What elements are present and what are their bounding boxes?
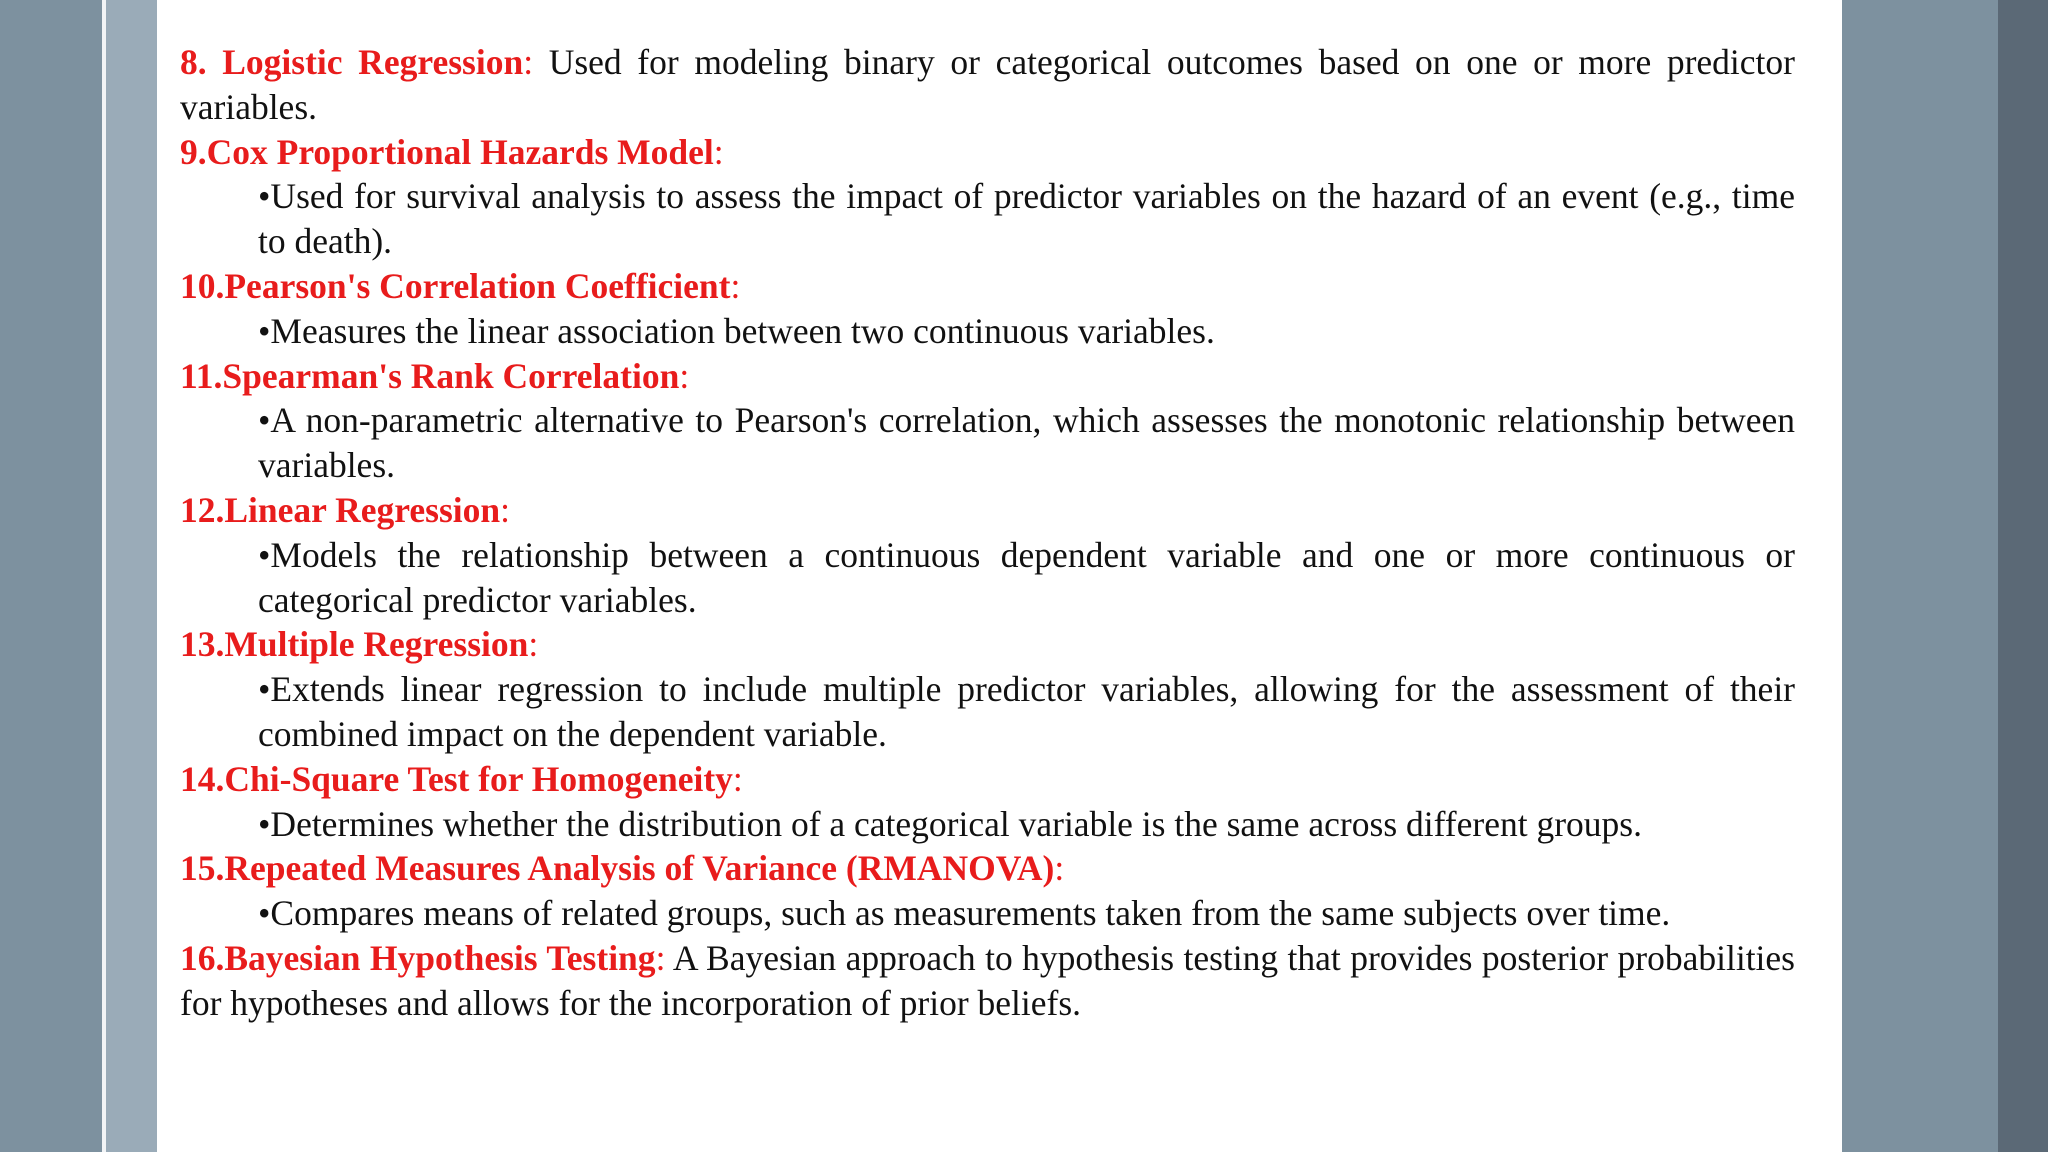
- item-8: [180, 40, 1795, 130]
- item-10-bullet: •Measures the linear association between two continuous variables.: [258, 310, 1215, 351]
- item-11-bullet: •A non-parametric alternative to Pearson's correlation, which assesses the monotonic relationship between variables.: [258, 400, 1795, 486]
- item-12-heading: 12.Linear Regression: [180, 489, 501, 530]
- item-10: [180, 264, 1795, 309]
- item-15-bullet: •Compares means of related groups, such as measurements taken from the same subjects over time.: [258, 893, 1671, 934]
- item-12-colon: :: [500, 489, 511, 530]
- item-13-heading: 13.Multiple Regression: [180, 624, 529, 665]
- item-16-colon: :: [655, 937, 666, 978]
- item-15-colon: :: [1054, 848, 1065, 889]
- item-14-bullet: •Determines whether the distribution of a categorical variable is the same across different groups.: [258, 803, 1642, 844]
- left-inner-band: [106, 0, 157, 1152]
- item-12-bullet: •Models the relationship between a continuous dependent variable and one or more continuous or categorical predictor variables.: [258, 534, 1795, 620]
- item-9-heading: 9.Cox Proportional Hazards Model: [180, 131, 714, 172]
- item-10-heading: 10.Pearson's Correlation Coefficient: [180, 265, 731, 306]
- item-9-bullet: •Used for survival analysis to assess the impact of predictor variables on the hazard of an event (e.g., time to death).: [258, 176, 1795, 262]
- item-9-colon: :: [713, 131, 724, 172]
- item-11: [180, 354, 1795, 399]
- item-16-heading: 16.Bayesian Hypothesis Testing: [180, 937, 656, 978]
- item-13-bullet: •Extends linear regression to include multiple predictor variables, allowing for the assessment of their combined impact on the dependent variable.: [258, 669, 1795, 754]
- item-16: [180, 936, 1795, 1026]
- left-outer-band: [0, 0, 102, 1152]
- item-11-heading: 11.Spearman's Rank Correlation: [180, 355, 680, 396]
- item-11-colon: :: [679, 355, 690, 396]
- item-13-colon: :: [528, 624, 539, 665]
- item-14: [180, 757, 1795, 802]
- item-13: [180, 622, 1795, 667]
- item-15: [180, 846, 1795, 891]
- item-9: [180, 130, 1795, 175]
- slide-content: [180, 40, 1795, 1026]
- item-16-text: A Bayesian approach to hypothesis testing that provides posterior probabilities for hypotheses and allows for the incorporation of prior beliefs.: [180, 937, 1795, 1023]
- item-14-colon: :: [732, 758, 743, 799]
- item-10-colon: :: [730, 265, 741, 306]
- item-8-colon: :: [523, 42, 534, 82]
- item-8-heading: 8. Logistic Regression: [180, 42, 524, 82]
- item-12: [180, 488, 1795, 533]
- right-outer-band: [1998, 0, 2048, 1152]
- item-15-heading: 15.Repeated Measures Analysis of Variance (RMANOVA): [180, 848, 1055, 889]
- item-8-text: Used for modeling binary or categorical outcomes based on one or more predictor variables.: [180, 42, 1795, 127]
- right-inner-band: [1842, 0, 1998, 1152]
- item-14-heading: 14.Chi-Square Test for Homogeneity: [180, 758, 733, 799]
